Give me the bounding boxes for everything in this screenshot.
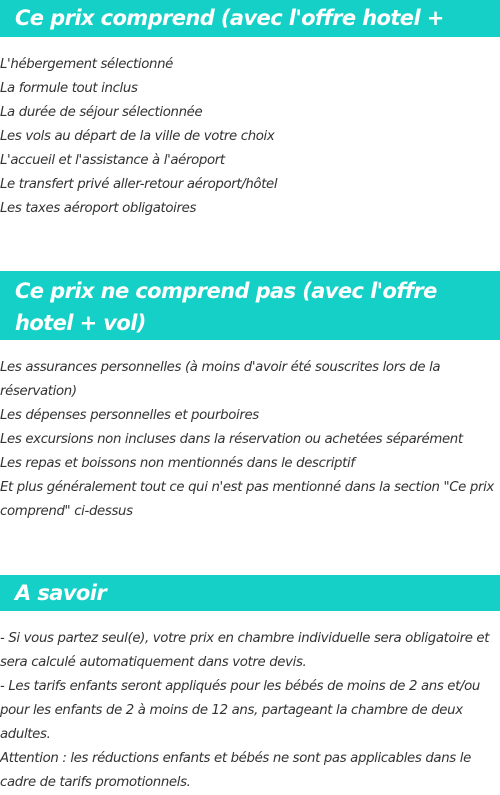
includes-item: Les vols au départ de la ville de votre choix: [0, 129, 275, 144]
includes-list: [0, 53, 500, 221]
includes-item: L'accueil et l'assistance à l'aéroport: [0, 153, 225, 168]
includes-item: L'hébergement sélectionné: [0, 57, 174, 72]
excludes-item: Les repas et boissons non mentionnés dans le descriptif: [0, 456, 355, 471]
info-item: Attention : les réductions enfants et bébés ne sont pas applicables dans le cadre de tarifs promotionnels.: [0, 751, 471, 790]
includes-item: Le transfert privé aller-retour aéroport/hôtel: [0, 177, 278, 192]
info-item: - Si vous partez seul(e), votre prix en chambre individuelle sera obligatoire et sera calculé automatiquement dans votre devis.: [0, 631, 490, 670]
includes-item: La durée de séjour sélectionnée: [0, 105, 203, 120]
excludes-item: Et plus généralement tout ce qui n'est pas mentionné dans la section "Ce prix comprend" ci-dessus: [0, 480, 494, 519]
excludes-list: [0, 356, 500, 524]
excludes-item: Les dépenses personnelles et pourboires: [0, 408, 259, 423]
excludes-item: Les assurances personnelles (à moins d'avoir été souscrites lors de la réservation): [0, 360, 441, 399]
info-item: - Les tarifs enfants seront appliqués pour les bébés de moins de 2 ans et/ou pour les enfants de 2 à moins de 12 ans, partageant la chambre de deux adultes.: [0, 679, 480, 742]
excludes-section-title: Ce prix ne comprend pas (avec l'offre hotel + vol): [0, 271, 500, 340]
info-section-title: A savoir: [0, 575, 500, 611]
includes-section-title: Ce prix comprend (avec l'offre hotel + vol): [0, 0, 500, 37]
includes-item: La formule tout inclus: [0, 81, 138, 96]
includes-item: Les taxes aéroport obligatoires: [0, 201, 197, 216]
excludes-item: Les excursions non incluses dans la réservation ou achetées séparément: [0, 432, 463, 447]
info-list: [0, 627, 500, 795]
